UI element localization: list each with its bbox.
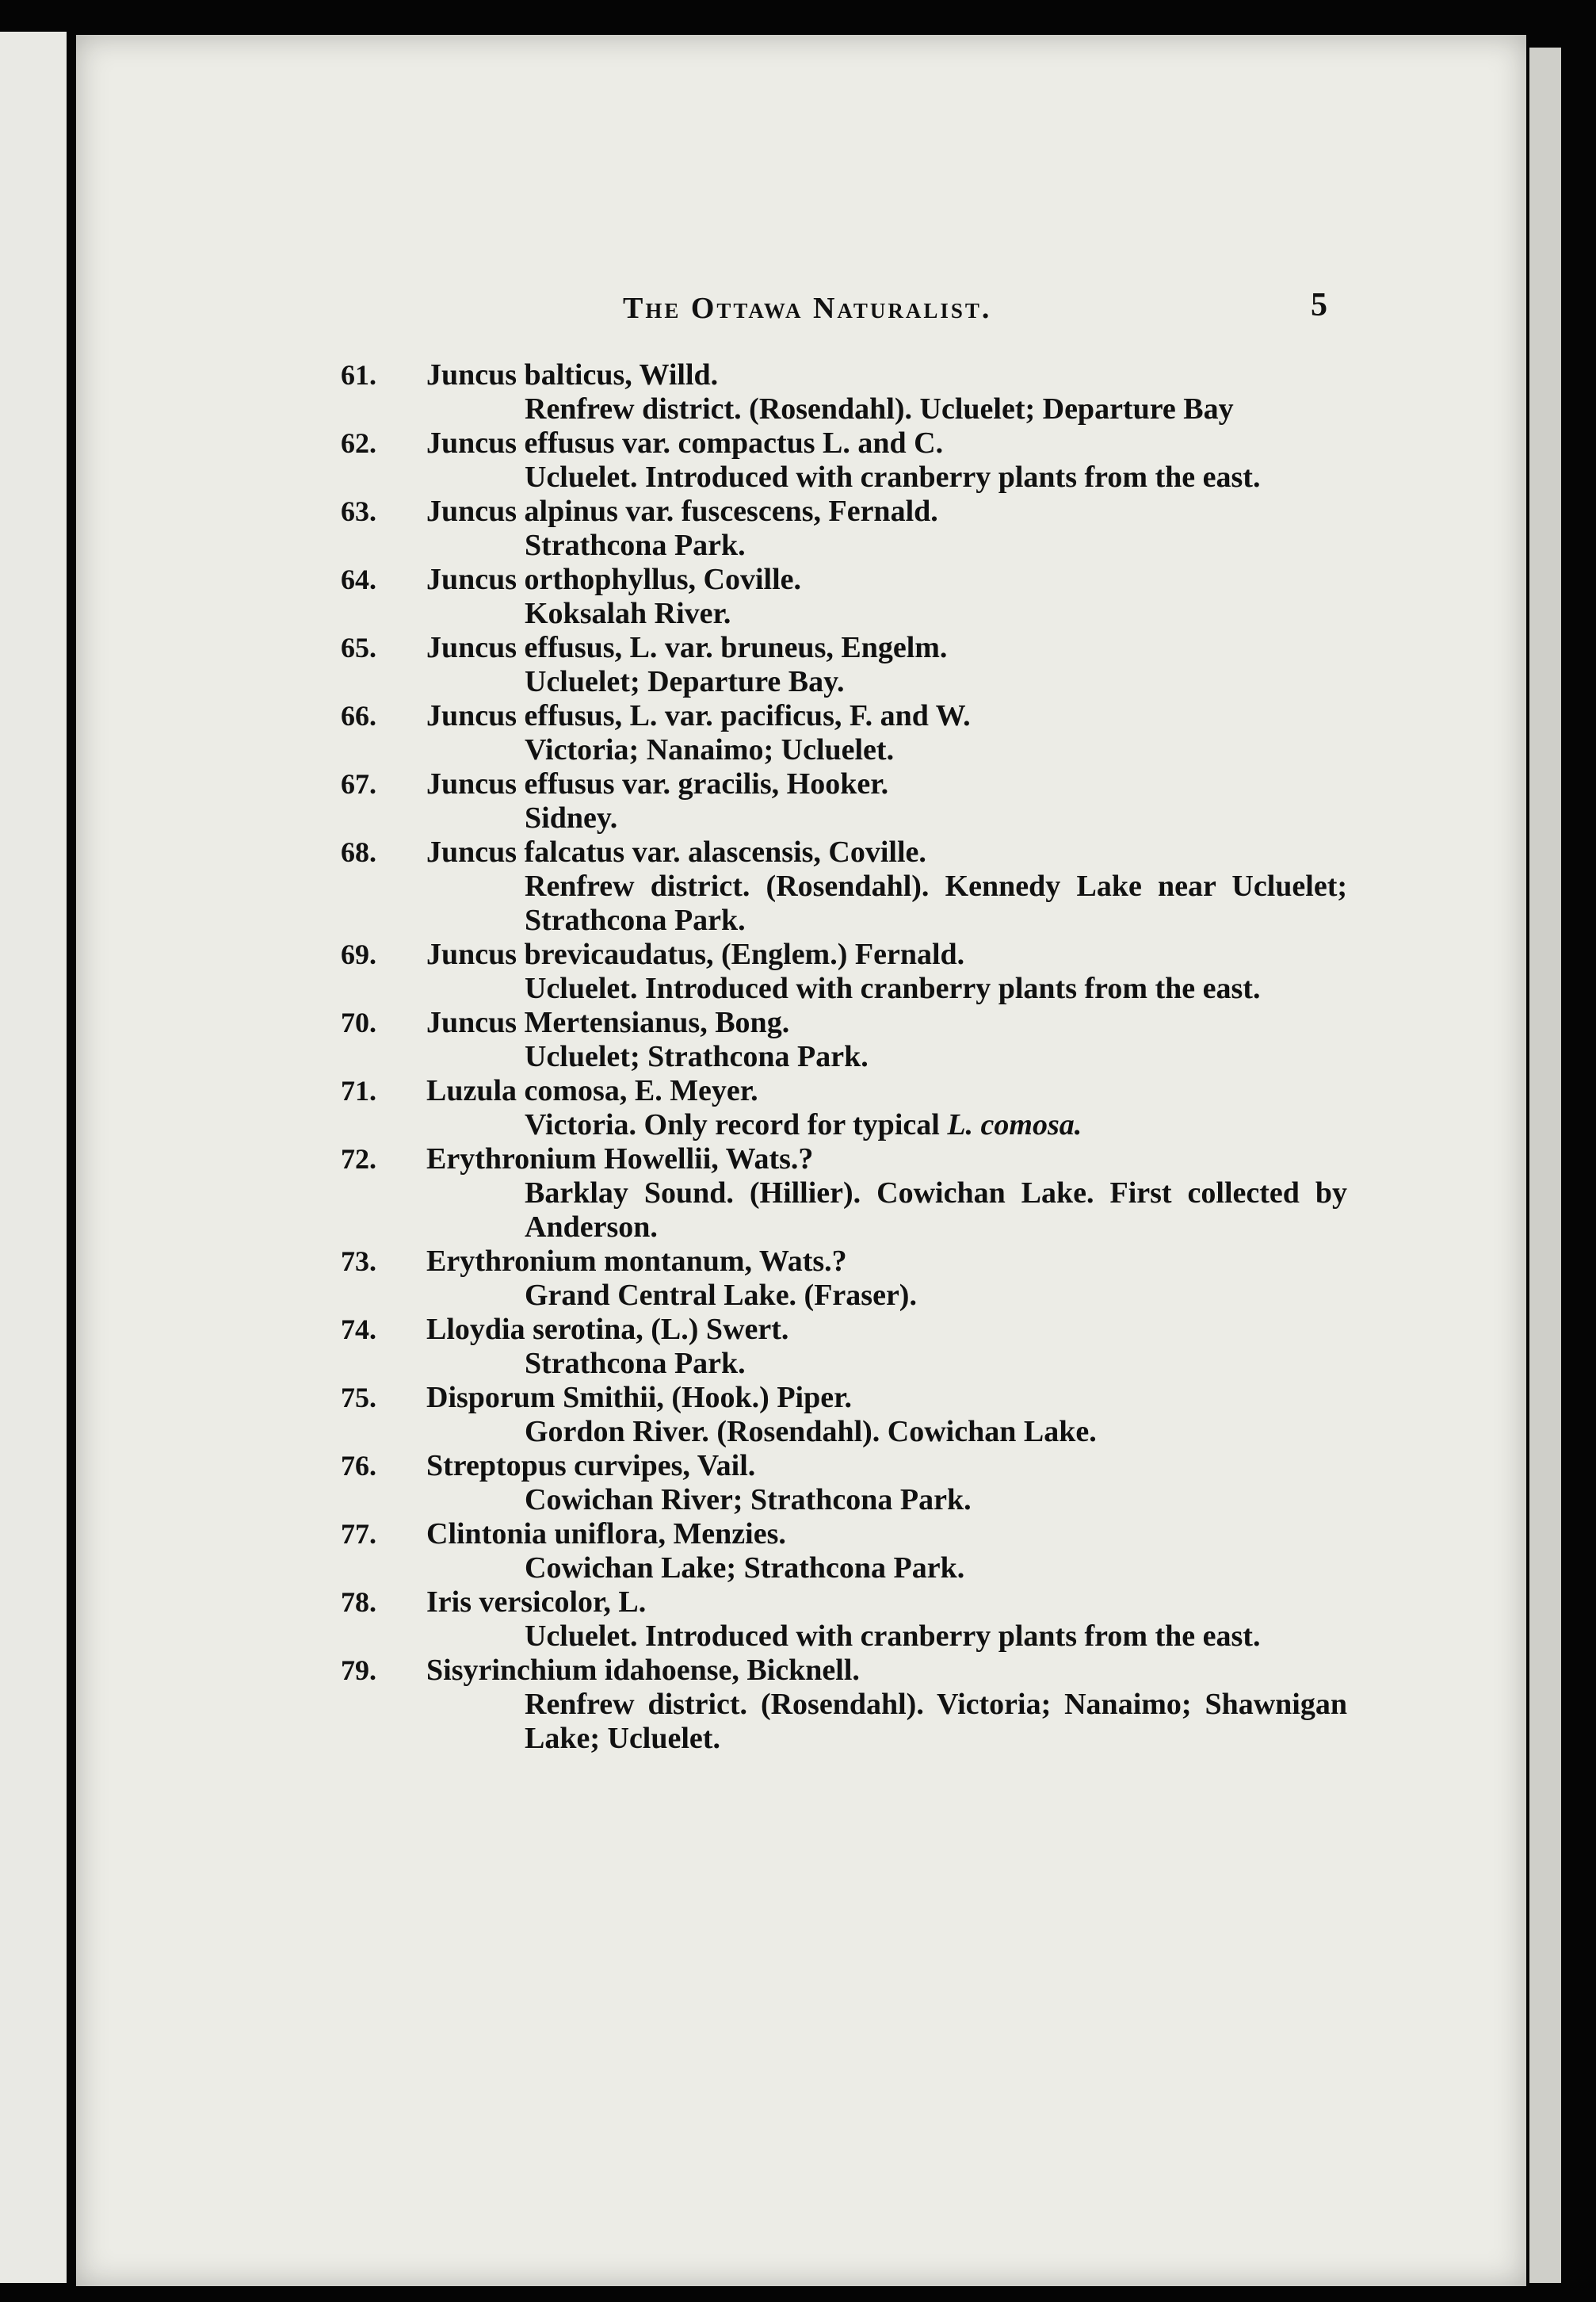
locality-text: Ucluelet. Introduced with cranberry plants from the east. [525, 461, 1261, 494]
species-name: Juncus falcatus var. alascensis, Coville. [426, 836, 926, 869]
entry-number: 67. [341, 768, 376, 800]
species-name: Juncus effusus, L. var. pacificus, F. and W. [426, 699, 971, 732]
list-item [341, 1074, 1347, 1142]
entry-number: 76. [341, 1450, 376, 1482]
locality-text: Ucluelet. Introduced with cranberry plants from the east. [525, 1619, 1261, 1653]
locality-text: Grand Central Lake. (Fraser). [525, 1279, 917, 1312]
list-item [341, 1245, 1347, 1313]
entry-number: 77. [341, 1518, 376, 1550]
species-name: Erythronium Howellii, Wats.? [426, 1142, 814, 1176]
locality-text: Renfrew district. (Rosendahl). Ucluelet; Departure Bay [525, 392, 1234, 426]
page-edge [1529, 48, 1561, 2283]
species-list [341, 358, 1347, 1756]
running-title: The Ottawa Naturalist. [623, 292, 992, 325]
list-item [341, 1449, 1347, 1517]
entry-number: 73. [341, 1245, 376, 1277]
species-name: Juncus balticus, Willd. [426, 358, 719, 392]
species-name: Disporum Smithii, (Hook.) Piper. [426, 1381, 852, 1414]
list-item [341, 1313, 1347, 1381]
locality-text-main: Victoria. Only record for typical [525, 1108, 940, 1141]
italic-species-name: L. comosa. [947, 1108, 1082, 1141]
locality-text: Ucluelet; Strathcona Park. [525, 1040, 869, 1073]
list-item [341, 836, 1347, 938]
locality-text [341, 1108, 1347, 1142]
locality-text: Cowichan River; Strathcona Park. [525, 1483, 972, 1516]
species-name: Erythronium montanum, Wats.? [426, 1245, 847, 1278]
species-name: Sisyrinchium idahoense, Bicknell. [426, 1654, 860, 1687]
list-item [341, 631, 1347, 699]
species-name: Iris versicolor, L. [426, 1585, 647, 1619]
locality-text: Cowichan Lake; Strathcona Park. [525, 1551, 965, 1585]
list-item [341, 699, 1347, 767]
species-name: Juncus effusus, L. var. bruneus, Engelm. [426, 631, 948, 664]
species-name: Juncus alpinus var. fuscescens, Fernald. [426, 495, 938, 528]
locality-text: Victoria; Nanaimo; Ucluelet. [525, 733, 895, 767]
list-item [341, 767, 1347, 836]
species-name: Juncus effusus var. compactus L. and C. [426, 426, 944, 460]
species-name: Juncus effusus var. gracilis, Hooker. [426, 767, 889, 801]
list-item [341, 426, 1347, 495]
species-name: Lloydia serotina, (L.) Swert. [426, 1313, 789, 1346]
species-name: Juncus brevicaudatus, (Englem.) Fernald. [426, 938, 965, 971]
locality-text: Ucluelet; Departure Bay. [525, 665, 845, 698]
list-item [341, 358, 1347, 426]
list-item [341, 563, 1347, 631]
list-item [341, 1381, 1347, 1449]
list-item [341, 1585, 1347, 1654]
entry-number: 78. [341, 1586, 376, 1618]
entry-number: 64. [341, 564, 376, 595]
species-name: Clintonia uniflora, Menzies. [426, 1517, 786, 1551]
entry-number: 69. [341, 939, 376, 970]
entry-number: 63. [341, 495, 376, 527]
list-item [341, 1517, 1347, 1585]
entry-number: 70. [341, 1007, 376, 1038]
entry-number: 79. [341, 1654, 376, 1686]
locality-text: Koksalah River. [525, 597, 731, 630]
species-name: Juncus orthophyllus, Coville. [426, 563, 801, 596]
entry-number: 62. [341, 427, 376, 459]
species-name: Streptopus curvipes, Vail. [426, 1449, 756, 1482]
entry-number: 71. [341, 1075, 376, 1107]
list-item [341, 495, 1347, 563]
locality-text: Barklay Sound. (Hillier). Cowichan Lake. First collected by Anderson. [525, 1176, 1347, 1244]
entry-number: 65. [341, 632, 376, 663]
list-item [341, 1006, 1347, 1074]
locality-text: Renfrew district. (Rosendahl). Victoria; Nanaimo; Shawnigan Lake; Ucluelet. [525, 1688, 1347, 1755]
facing-page-edge [0, 32, 67, 2283]
entry-number: 74. [341, 1314, 376, 1345]
list-item [341, 1654, 1347, 1756]
entry-number: 68. [341, 836, 376, 868]
locality-text: Sidney. [525, 801, 618, 835]
entry-number: 66. [341, 700, 376, 732]
locality-text: Gordon River. (Rosendahl). Cowichan Lake. [525, 1415, 1097, 1448]
entry-number: 61. [341, 359, 376, 391]
species-name: Juncus Mertensianus, Bong. [426, 1006, 790, 1039]
entry-number: 72. [341, 1143, 376, 1175]
page-number: 5 [1311, 287, 1327, 323]
list-item [341, 1142, 1347, 1245]
page-header [545, 286, 1338, 334]
locality-text: Strathcona Park. [525, 529, 746, 562]
locality-text: Renfrew district. (Rosendahl). Kennedy Lake near Ucluelet; Strathcona Park. [525, 870, 1347, 937]
locality-text: Strathcona Park. [525, 1347, 746, 1380]
species-name: Luzula comosa, E. Meyer. [426, 1074, 758, 1107]
entry-number: 75. [341, 1382, 376, 1413]
list-item [341, 938, 1347, 1006]
locality-text: Ucluelet. Introduced with cranberry plants from the east. [525, 972, 1261, 1005]
